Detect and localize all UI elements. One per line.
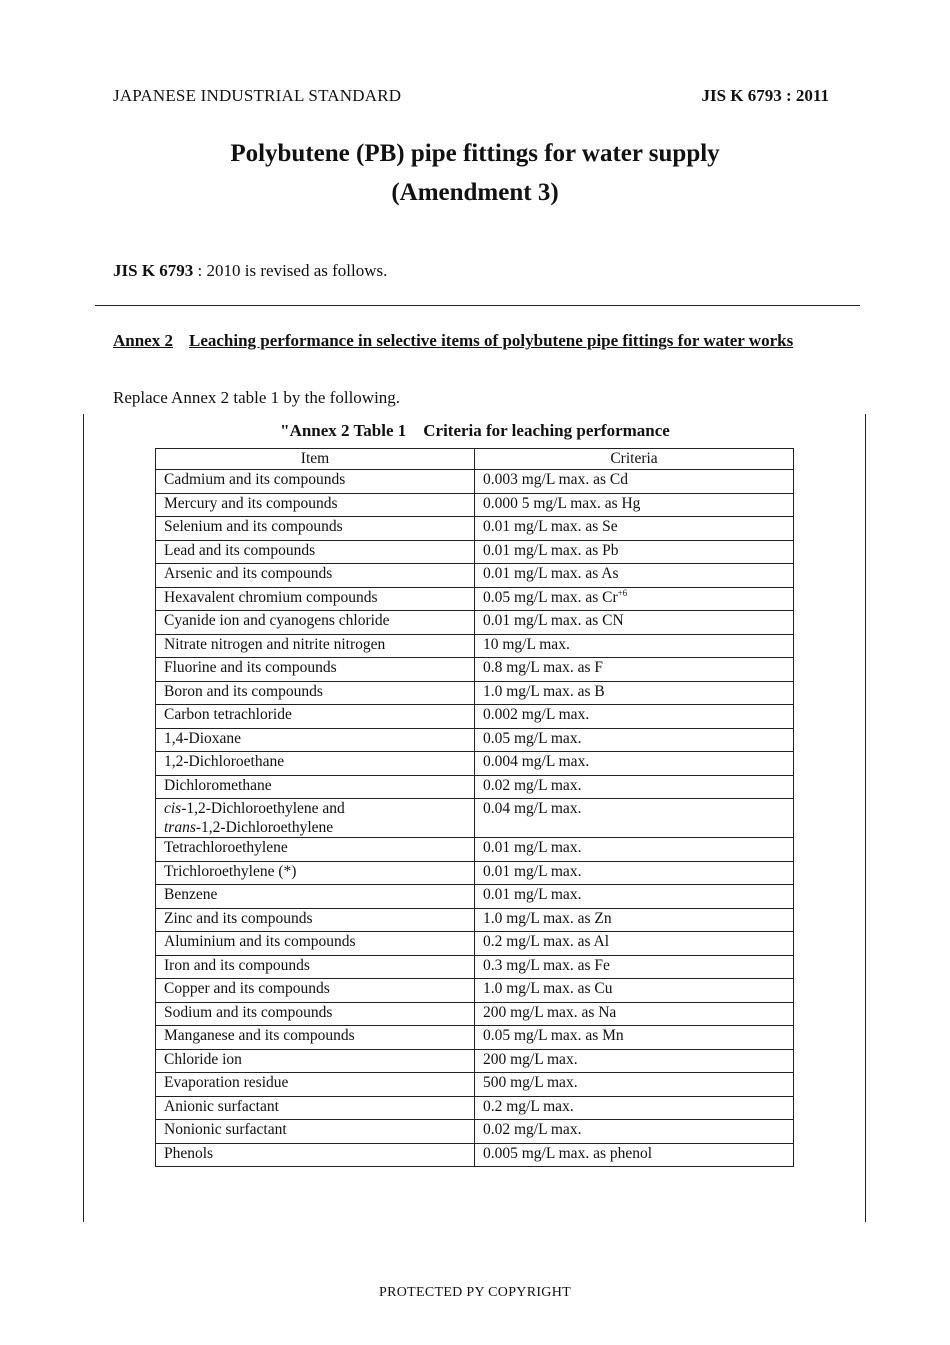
criteria-text: 0.01 mg/L max.	[483, 839, 582, 856]
item-cell: Dichloromethane	[156, 775, 475, 799]
change-bar-left	[83, 414, 84, 1222]
table-header-row	[156, 449, 794, 470]
item-cell: 1,4-Dioxane	[156, 728, 475, 752]
criteria-cell	[475, 979, 794, 1003]
table-row	[156, 728, 794, 752]
item-cell: Trichloroethylene (*)	[156, 861, 475, 885]
criteria-cell	[475, 885, 794, 909]
item-cell: Anionic surfactant	[156, 1096, 475, 1120]
item-cell: Fluorine and its compounds	[156, 658, 475, 682]
item-cell: Zinc and its compounds	[156, 908, 475, 932]
item-cell: Boron and its compounds	[156, 681, 475, 705]
table-row	[156, 1049, 794, 1073]
criteria-cell	[475, 634, 794, 658]
criteria-cell	[475, 728, 794, 752]
table-body	[156, 470, 794, 1167]
criteria-text: 0.01 mg/L max. as Pb	[483, 541, 619, 559]
criteria-cell	[475, 564, 794, 588]
item-cell: Cadmium and its compounds	[156, 470, 475, 494]
table-row	[156, 517, 794, 541]
criteria-cell	[475, 861, 794, 885]
annex-title: Leaching performance in selective items of polybutene pipe fittings for water works	[188, 331, 794, 350]
criteria-cell	[475, 1120, 794, 1144]
criteria-superscript: +6	[617, 587, 628, 598]
criteria-text: 0.2 mg/L max.	[483, 1097, 574, 1115]
criteria-text: 0.8 mg/L max. as F	[483, 659, 603, 676]
criteria-text: 1.0 mg/L max. as Cu	[483, 980, 613, 997]
annex-heading	[113, 330, 843, 352]
criteria-cell	[475, 517, 794, 541]
criteria-cell	[475, 611, 794, 635]
criteria-cell	[475, 1026, 794, 1050]
criteria-text: 1.0 mg/L max. as B	[483, 682, 605, 700]
item-cell: Evaporation residue	[156, 1073, 475, 1097]
item-cell: Arsenic and its compounds	[156, 564, 475, 588]
table-row	[156, 1073, 794, 1097]
criteria-cell	[475, 752, 794, 776]
criteria-cell	[475, 587, 794, 611]
item-cell: Iron and its compounds	[156, 955, 475, 979]
criteria-text: 0.005 mg/L max. as phenol	[483, 1144, 653, 1162]
criteria-text: 0.05 mg/L max.	[483, 729, 582, 747]
criteria-text: 0.02 mg/L max.	[483, 1121, 582, 1138]
cis-prefix: cis-	[164, 800, 187, 817]
criteria-text: 0.04 mg/L max.	[483, 800, 582, 817]
item-cell: Cyanide ion and cyanogens chloride	[156, 611, 475, 635]
table-row	[156, 932, 794, 956]
table-row	[156, 775, 794, 799]
item-cell: Carbon tetrachloride	[156, 705, 475, 729]
criteria-text: 200 mg/L max.	[483, 1050, 578, 1068]
annex-number: Annex 2	[113, 331, 173, 350]
criteria-cell	[475, 838, 794, 862]
revision-statement	[113, 261, 387, 281]
item-cell: Manganese and its compounds	[156, 1026, 475, 1050]
criteria-text: 0.01 mg/L max. as As	[483, 565, 619, 582]
criteria-cell	[475, 799, 794, 838]
criteria-text: 0.05 mg/L max. as Cr	[483, 588, 618, 606]
criteria-cell	[475, 681, 794, 705]
criteria-text: 0.2 mg/L max. as Al	[483, 933, 609, 950]
table-row	[156, 1143, 794, 1167]
table-row	[156, 1026, 794, 1050]
criteria-cell	[475, 908, 794, 932]
criteria-cell	[475, 1143, 794, 1167]
standard-label: JAPANESE INDUSTRIAL STANDARD	[113, 86, 402, 105]
criteria-text: 0.01 mg/L max. as CN	[483, 612, 624, 629]
table-row	[156, 1002, 794, 1026]
criteria-cell	[475, 705, 794, 729]
criteria-cell	[475, 470, 794, 494]
criteria-text: 0.3 mg/L max. as Fe	[483, 956, 610, 974]
column-header-criteria: Criteria	[475, 449, 794, 470]
item-cell: Copper and its compounds	[156, 979, 475, 1003]
table-row	[156, 611, 794, 635]
item-cell: Selenium and its compounds	[156, 517, 475, 541]
table-row	[156, 885, 794, 909]
item-cell: Benzene	[156, 885, 475, 909]
table-row	[156, 861, 794, 885]
criteria-cell	[475, 775, 794, 799]
item-text: 1,2-Dichloroethylene and	[186, 800, 345, 817]
criteria-cell	[475, 1073, 794, 1097]
criteria-cell	[475, 932, 794, 956]
item-cell: Phenols	[156, 1143, 475, 1167]
table-row	[156, 681, 794, 705]
criteria-cell	[475, 658, 794, 682]
table-row	[156, 1096, 794, 1120]
table-row	[156, 470, 794, 494]
criteria-text: 0.05 mg/L max. as Mn	[483, 1027, 624, 1044]
criteria-text: 0.01 mg/L max. as Se	[483, 518, 618, 535]
criteria-text: 1.0 mg/L max. as Zn	[483, 909, 612, 927]
table-row	[156, 564, 794, 588]
revision-code: JIS K 6793	[113, 261, 194, 280]
item-cell: Hexavalent chromium compounds	[156, 587, 475, 611]
criteria-text: 10 mg/L max.	[483, 635, 570, 653]
replace-instruction: Replace Annex 2 table 1 by the following.	[113, 388, 401, 407]
criteria-cell	[475, 955, 794, 979]
table-row	[156, 799, 794, 838]
criteria-text: 500 mg/L max.	[483, 1074, 578, 1091]
document-subtitle: (Amendment 3)	[391, 179, 559, 206]
criteria-table	[155, 448, 794, 1167]
item-cell: Tetrachloroethylene	[156, 838, 475, 862]
table-row	[156, 634, 794, 658]
table-row	[156, 979, 794, 1003]
item-cell: Lead and its compounds	[156, 540, 475, 564]
table-row	[156, 1120, 794, 1144]
table-row	[156, 955, 794, 979]
item-cell: Nonionic surfactant	[156, 1120, 475, 1144]
table-row	[156, 587, 794, 611]
criteria-text: 0.01 mg/L max.	[483, 886, 582, 903]
item-cell: Sodium and its compounds	[156, 1002, 475, 1026]
criteria-text: 0.004 mg/L max.	[483, 753, 590, 770]
item-cell: Aluminium and its compounds	[156, 932, 475, 956]
criteria-text: 0.000 5 mg/L max. as Hg	[483, 494, 641, 512]
copyright-footer: PROTECTED PY COPYRIGHT	[379, 1285, 571, 1300]
criteria-cell	[475, 1049, 794, 1073]
item-cell: Chloride ion	[156, 1049, 475, 1073]
table-row	[156, 658, 794, 682]
trans-prefix: trans-	[164, 819, 202, 836]
criteria-text: 0.002 mg/L max.	[483, 706, 590, 723]
item-cell: Nitrate nitrogen and nitrite nitrogen	[156, 634, 475, 658]
document-title: Polybutene (PB) pipe fittings for water supply	[230, 140, 720, 167]
table-row	[156, 705, 794, 729]
criteria-text: 0.02 mg/L max.	[483, 776, 582, 794]
table-row	[156, 493, 794, 517]
table-row	[156, 540, 794, 564]
item-cell	[156, 799, 475, 838]
table-row	[156, 752, 794, 776]
table-caption: "Annex 2 Table 1 Criteria for leaching performance	[280, 421, 670, 440]
divider	[95, 305, 860, 306]
table-row	[156, 908, 794, 932]
criteria-text: 0.01 mg/L max.	[483, 862, 582, 880]
criteria-text: 0.003 mg/L max. as Cd	[483, 471, 628, 488]
item-text: 1,2-Dichloroethylene	[201, 819, 334, 836]
standard-number: JIS K 6793 : 2011	[701, 86, 829, 105]
criteria-text: 200 mg/L max. as Na	[483, 1003, 617, 1021]
change-bar-right	[865, 414, 866, 1222]
criteria-cell	[475, 540, 794, 564]
table-row	[156, 838, 794, 862]
criteria-cell	[475, 493, 794, 517]
column-header-item: Item	[156, 449, 475, 470]
criteria-cell	[475, 1096, 794, 1120]
item-cell: 1,2-Dichloroethane	[156, 752, 475, 776]
revision-text: : 2010 is revised as follows.	[193, 261, 388, 280]
criteria-cell	[475, 1002, 794, 1026]
item-cell: Mercury and its compounds	[156, 493, 475, 517]
